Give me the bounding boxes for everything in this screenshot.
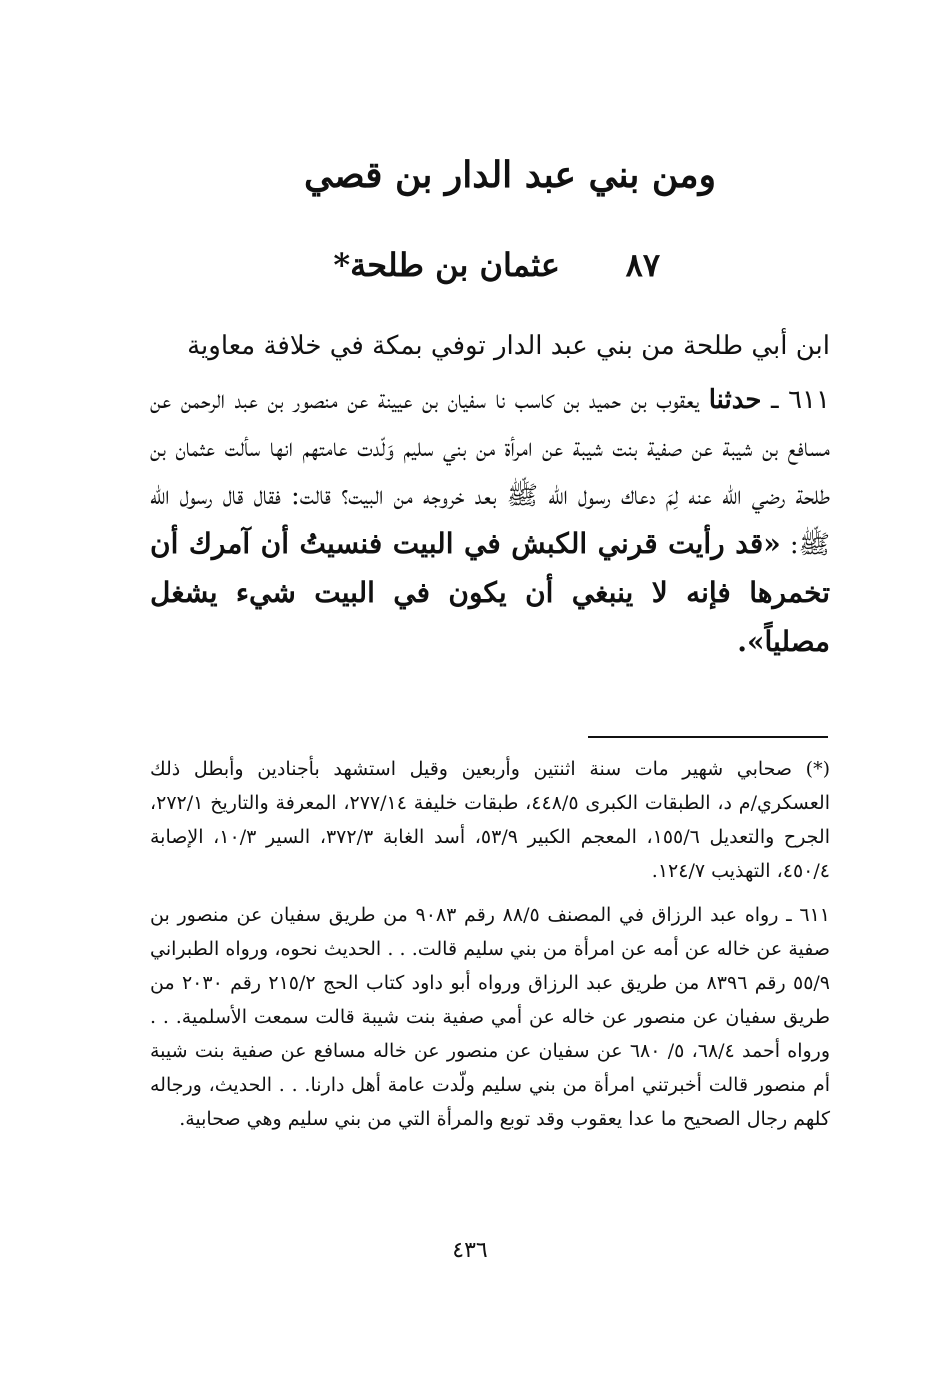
hadith-paragraph bbox=[150, 376, 830, 667]
hadith-lead: حدثنا bbox=[708, 385, 762, 415]
footnote-divider bbox=[588, 736, 828, 738]
page-number: ٤٣٦ bbox=[452, 1238, 488, 1263]
footnote-biography: (*) صحابي شهير مات سنة اثنتين وأربعين وقيل استشهد بأجنادين وأبطل ذلك العسكري/م د، الطبقات الكبرى ٤٤٨/٥، طبقات خليفة ٢٧٧/١٤، المعرفة والتاريخ ٢٧٢/١، الجرح والتعديل ١٥٥/٦، المعجم الكبير ٥٣/٩، أسد الغابة ٣٧٢/٣، السير ١٠/٣، الإصابة ٤٥٠/٤، التهذيب ١٢٤/٧. bbox=[150, 758, 831, 882]
hadith-number: ٦١١ ـ bbox=[770, 385, 830, 415]
section-title: ومن بني عبد الدار بن قصي bbox=[304, 154, 716, 196]
footnotes bbox=[150, 752, 830, 1146]
entry-name: عثمان بن طلحة* bbox=[333, 246, 560, 284]
entry-heading bbox=[260, 240, 680, 290]
entry-number: ٨٧ bbox=[625, 246, 660, 284]
main-text bbox=[150, 322, 830, 667]
footnote-takhrij: ٦١١ ـ رواه عبد الرزاق في المصنف ٨٨/٥ رقم ٩٠٨٣ من طريق سفيان عن منصور بن صفية عن خاله عن أمه عن امرأة من بني سليم قالت. . . الحديث نحوه، ورواه الطبراني ٥٥/٩ رقم ٨٣٩٦ من طريق عبد الرزاق ورواه أبو داود كتاب الحج ٢١٥/٢ رقم ٢٠٣٠ من طريق سفيان عن منصور عن خاله عن أمي صفية بنت شيبة قالت سمعت الأسلمية. . . ورواه أحمد ٦٨/٤، ٥/ ٦٨٠ عن سفيان عن منصور عن خاله مسافع عن صفية بنت شيبة أم منصور قالت أخبرتني امرأة من بني سليم ولّدت عامة أهل دارنا. . . الحديث، ورجاله كلهم رجال الصحيح ما عدا يعقوب وقد توبع والمرأة التي من بني سليم وهي صحابية. bbox=[150, 904, 831, 1130]
biography-intro: ابن أبي طلحة من بني عبد الدار توفي بمكة في خلافة معاوية bbox=[187, 331, 830, 361]
hadith-chain: يعقوب بن حميد بن كاسب نا سفيان بن عيينة عن منصور بن عبد الرحمن عن مسافع بن شيبة عن صفية بنت شيبة عن امرأة من بني سليم وَلّدت عامتهم انها سألت عثمان بن طلحة رضي الله عنه لِمَ دعاك رسول الله ﷺ بعد خروجه من البيت؟ قالت: فقال قال رسول الله ﷺ: bbox=[150, 385, 830, 560]
hadith-quote: «قد رأيت قرني الكبش في البيت فنسيتُ أن آمرك أن تخمرها فإنه لا ينبغي أن يكون في البيت شيء يشغل مصلياً». bbox=[150, 527, 830, 658]
